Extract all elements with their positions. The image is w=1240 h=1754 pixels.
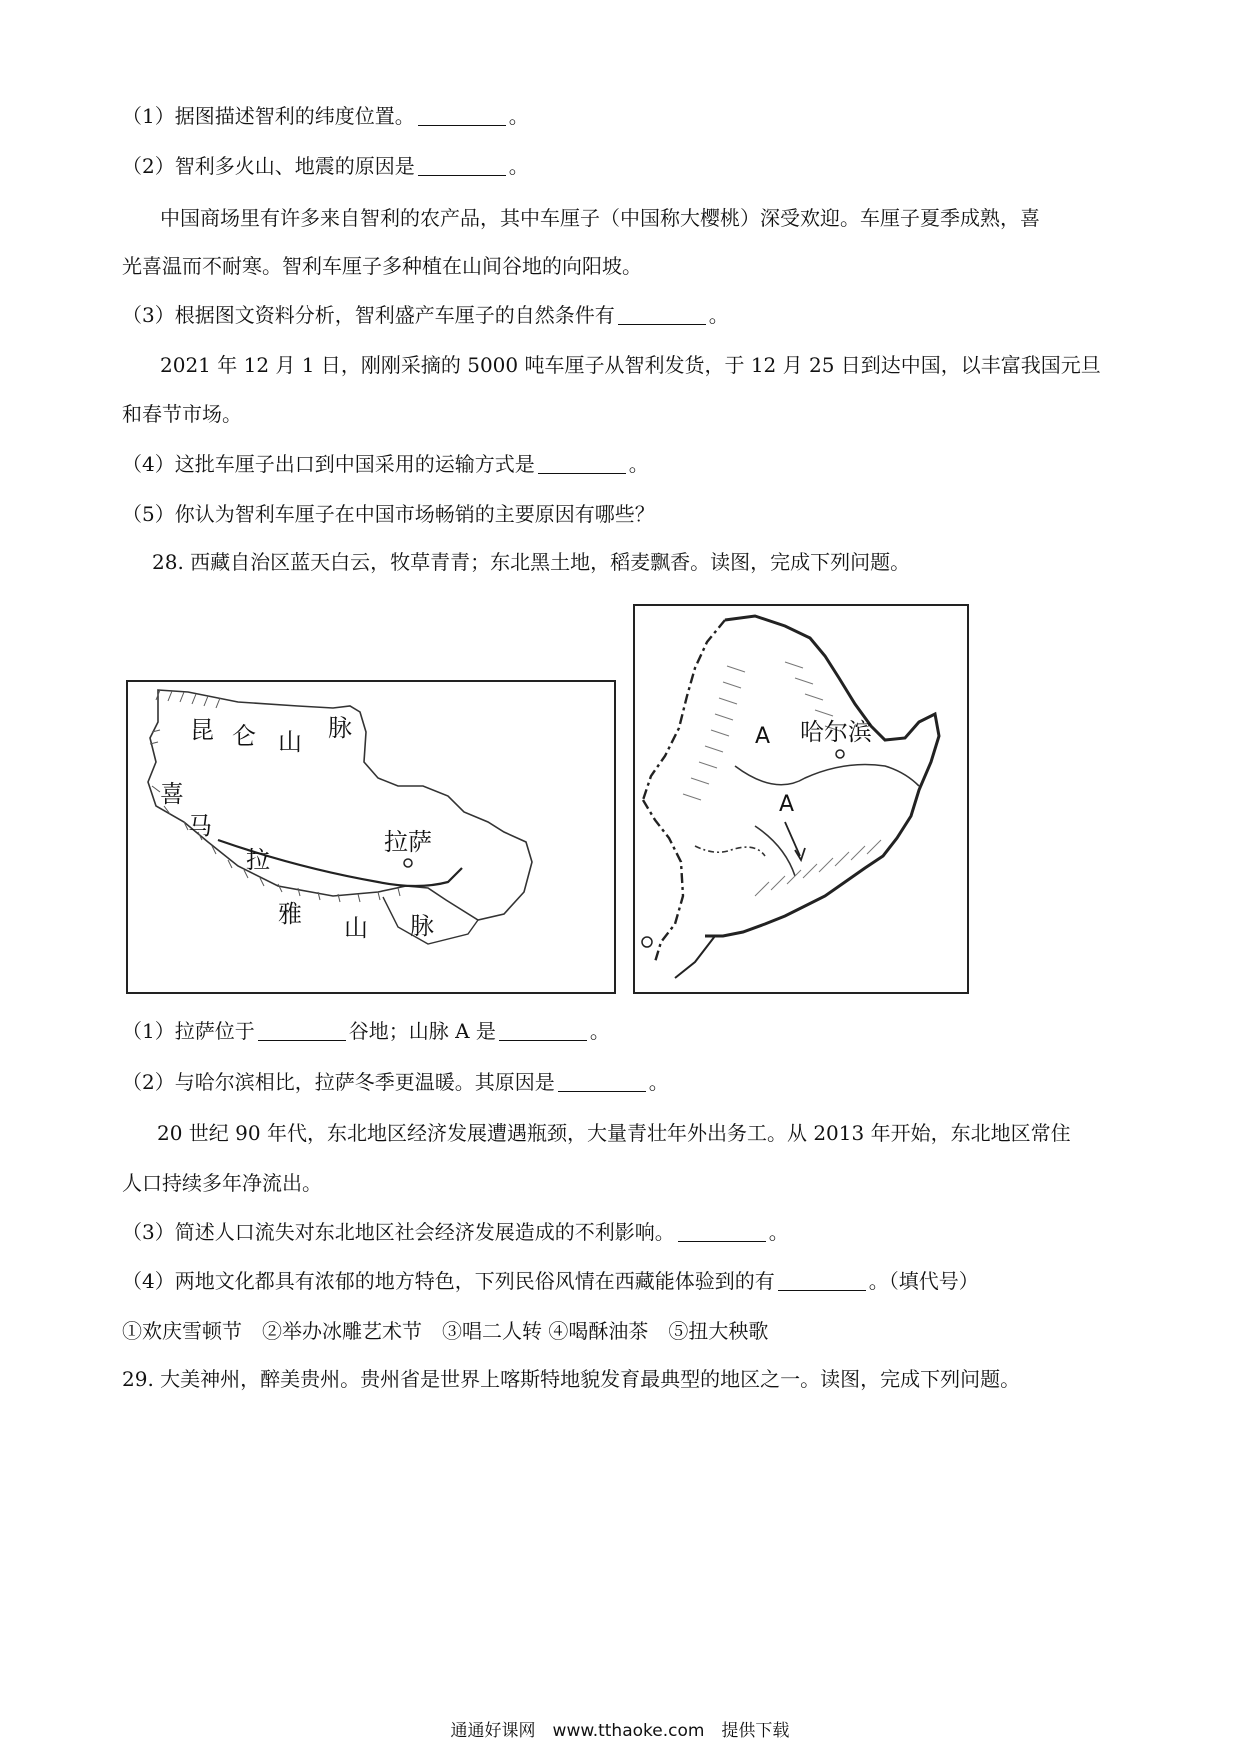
- q28-part3: （3）简述人口流失对东北地区社会经济发展造成的不利影响。 。: [122, 1220, 789, 1244]
- answer-blank[interactable]: [258, 1020, 346, 1041]
- q27-part1: （1）据图描述智利的纬度位置。 。: [122, 104, 529, 128]
- q28-part1: （1）拉萨位于 谷地；山脉 A 是 。: [122, 1019, 610, 1043]
- q28-stem: 28. 西藏自治区蓝天白云，牧草青青；东北黑土地，稻麦飘香。读图，完成下列问题。: [152, 550, 911, 574]
- page-footer: 通通好课网 www.tthaoke.com 提供下载: [450, 1721, 790, 1741]
- himalaya-label-2: 马: [188, 812, 212, 840]
- q27-part3: （3）根据图文资料分析，智利盛产车厘子的自然条件有 。: [122, 303, 729, 327]
- q27-part5: （5）你认为智利车厘子在中国市场畅销的主要原因有哪些？: [122, 502, 655, 526]
- kunlun-label-2: 仑: [232, 722, 256, 750]
- himalaya-label-6: 脉: [410, 912, 434, 940]
- northeast-outline: [635, 606, 967, 992]
- q27-paragraph2-line2: 和春节市场。: [122, 402, 242, 426]
- label-a-upper: A: [755, 724, 771, 749]
- kunlun-label-4: 脉: [328, 714, 352, 742]
- q28-part4: （4）两地文化都具有浓郁的地方特色，下列民俗风情在西藏能体验到的有 。（填代号）: [122, 1269, 979, 1293]
- northeast-map: [633, 604, 969, 994]
- kunlun-label-1: 昆: [190, 716, 214, 744]
- q28-paragraph-line1: 20 世纪 90 年代，东北地区经济发展遭遇瓶颈，大量青壮年外出务工。从 2013 年开始，东北地区常住: [157, 1121, 1071, 1145]
- answer-blank[interactable]: [678, 1221, 766, 1242]
- harbin-label: 哈尔滨: [800, 718, 872, 746]
- answer-blank[interactable]: [558, 1071, 646, 1092]
- himalaya-label-5: 山: [344, 914, 368, 942]
- label-a-mountain: A: [779, 792, 795, 817]
- lhasa-label: 拉萨: [384, 828, 432, 856]
- q27-paragraph1-line1: 中国商场里有许多来自智利的农产品，其中车厘子（中国称大樱桃）深受欢迎。车厘子夏季成熟，喜: [160, 206, 1040, 230]
- q28-paragraph-line2: 人口持续多年净流出。: [122, 1171, 322, 1195]
- answer-blank[interactable]: [499, 1020, 587, 1041]
- answer-blank[interactable]: [538, 453, 626, 474]
- himalaya-label-1: 喜: [160, 780, 184, 808]
- q27-part4: （4）这批车厘子出口到中国采用的运输方式是 。: [122, 452, 649, 476]
- answer-blank[interactable]: [778, 1270, 866, 1291]
- answer-blank[interactable]: [618, 304, 706, 325]
- q27-paragraph1-line2: 光喜温而不耐寒。智利车厘子多种植在山间谷地的向阳坡。: [122, 254, 642, 278]
- himalaya-label-3: 拉: [246, 846, 270, 874]
- q27-part2: （2）智利多火山、地震的原因是 。: [122, 154, 529, 178]
- q28-part2: （2）与哈尔滨相比，拉萨冬季更温暖。其原因是 。: [122, 1070, 669, 1094]
- q27-paragraph2-line1: 2021 年 12 月 1 日，刚刚采摘的 5000 吨车厘子从智利发货，于 12 月 25 日到达中国，以丰富我国元旦: [160, 353, 1101, 377]
- q29-stem: 29. 大美神州，醉美贵州。贵州省是世界上喀斯特地貌发育最典型的地区之一。读图，完成下列问题。: [122, 1367, 1021, 1391]
- tibet-map: [126, 680, 616, 994]
- kunlun-label-3: 山: [278, 728, 302, 756]
- answer-blank[interactable]: [418, 155, 506, 176]
- q28-options: ①欢庆雪顿节 ②举办冰雕艺术节 ③唱二人转 ④喝酥油茶 ⑤扭大秧歌: [122, 1319, 769, 1343]
- himalaya-label-4: 雅: [278, 900, 302, 928]
- answer-blank[interactable]: [418, 105, 506, 126]
